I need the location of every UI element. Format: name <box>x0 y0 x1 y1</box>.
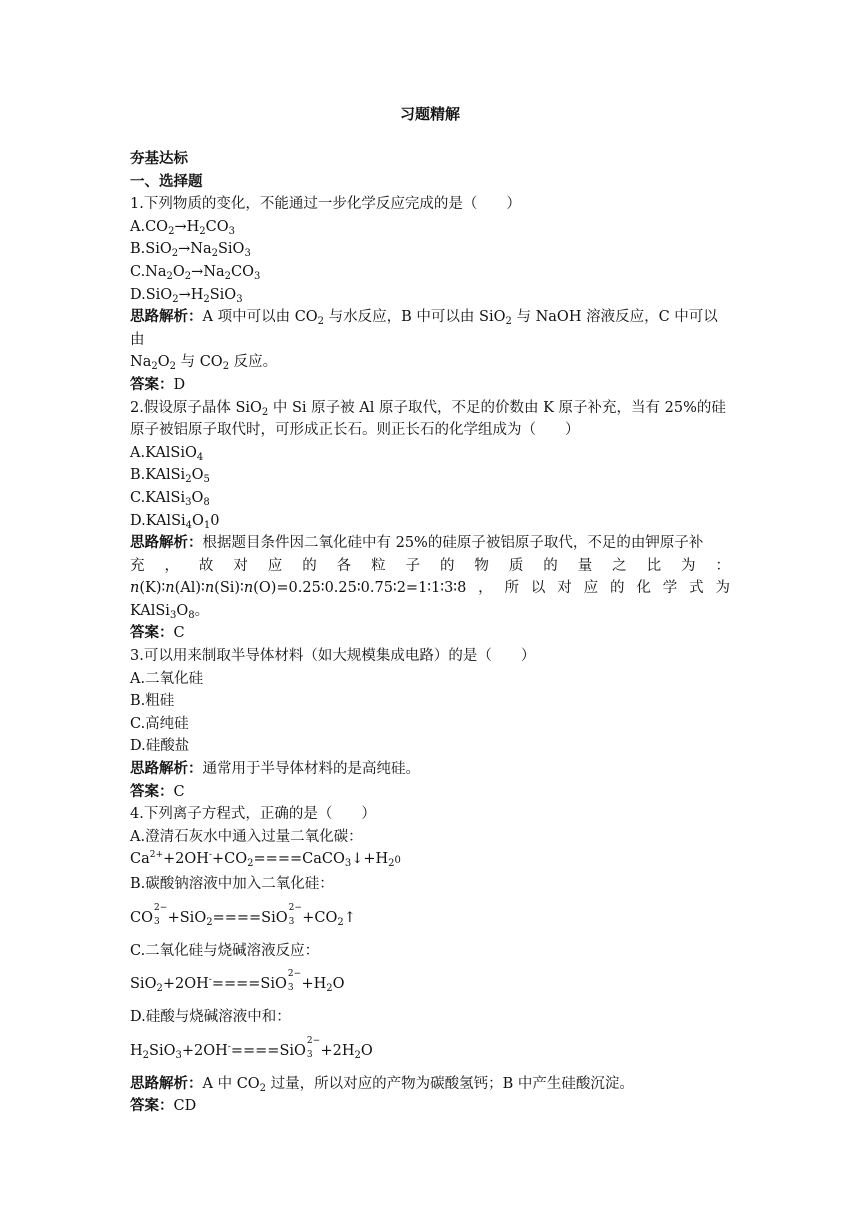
text-fragment: 2 <box>224 270 232 282</box>
q2-answer <box>130 622 730 645</box>
q4-analysis <box>130 1073 730 1096</box>
text-fragment: 。 <box>194 602 210 619</box>
text-fragment: 8 <box>188 609 195 621</box>
text-fragment: (Al)∶ <box>174 580 205 597</box>
text-fragment: O <box>157 354 170 371</box>
text-fragment: →Na <box>178 241 212 258</box>
text-fragment: 3 <box>169 609 177 621</box>
text-fragment: 2 <box>199 225 206 237</box>
q1-option-a <box>130 216 730 239</box>
q1-option-b <box>130 238 730 261</box>
text-fragment: 2− <box>288 902 302 913</box>
text-fragment: D <box>173 376 186 393</box>
text-fragment: O <box>192 512 204 529</box>
text-fragment: 过量，所以对应的产物为碳酸氢钙；B 中产生硅酸沉淀。 <box>266 1075 634 1092</box>
text-fragment: (O)=0.25∶0.25∶0.75∶2=1∶1∶3∶8，所以对应的化学式为 <box>253 580 730 597</box>
text-fragment: A 中 CO <box>202 1075 260 1092</box>
text-fragment: 2 <box>206 916 213 928</box>
text-fragment: 3 <box>288 916 295 927</box>
text-fragment: KAlSi <box>130 602 170 619</box>
text-fragment: ====SiO <box>230 1042 306 1059</box>
text-fragment: 2 <box>354 1049 361 1061</box>
text-fragment: 2 <box>142 1049 150 1061</box>
text-fragment: A.KAlSiO <box>130 444 197 461</box>
q1-answer <box>130 374 730 397</box>
text-fragment: CD <box>173 1098 197 1115</box>
text-fragment: C.Na <box>130 263 167 280</box>
text-fragment: 3 <box>185 496 192 508</box>
text-fragment: →H <box>178 286 204 303</box>
text-fragment: 2 <box>247 858 254 870</box>
text-fragment: 答案： <box>130 1097 174 1115</box>
q4-option-a-equation <box>130 848 730 873</box>
text-fragment: 0 <box>210 512 220 529</box>
text-fragment: A 项中可以由 CO <box>202 309 318 326</box>
text-fragment: O <box>332 976 345 993</box>
text-fragment: +2OH <box>163 851 209 868</box>
q2-analysis-line1 <box>130 532 730 555</box>
text-fragment: 2 <box>166 270 173 282</box>
text-fragment: 思路解析： <box>130 760 203 778</box>
text-fragment: 通常用于半导体材料的是高纯硅。 <box>202 761 420 778</box>
q2-stem <box>130 397 730 442</box>
q2-option-b <box>130 464 730 487</box>
text-fragment: 反应。 <box>229 354 278 371</box>
text-fragment: n <box>243 580 254 597</box>
text-fragment: 原子被铝原子取代时，可形成正长石。则正长石的化学组成为（ ） <box>130 422 580 439</box>
text-fragment: 2 <box>151 361 158 373</box>
text-fragment: 3 <box>236 293 243 305</box>
text-fragment: D.SiO <box>130 286 173 303</box>
q3-stem: 3.可以用来制取半导体材料（如大规模集成电路）的是（ ） <box>130 648 536 665</box>
q2-option-a <box>130 442 730 465</box>
text-fragment: n <box>204 580 215 597</box>
text-fragment: 答案： <box>130 782 174 800</box>
text-fragment: O <box>176 602 189 619</box>
text-fragment: SiO <box>130 976 157 993</box>
text-fragment: →Na <box>191 263 225 280</box>
text-fragment: 8 <box>203 496 210 508</box>
text-fragment: 2 <box>317 316 325 328</box>
q1-analysis <box>130 306 730 374</box>
text-fragment: CO <box>231 263 255 280</box>
text-fragment: SiO <box>209 286 237 303</box>
text-fragment: 2+ <box>149 850 164 861</box>
text-fragment: O <box>191 467 204 484</box>
text-fragment: 3 <box>244 248 251 260</box>
text-fragment: 2 <box>172 293 179 305</box>
text-fragment: 答案： <box>130 624 174 642</box>
text-fragment: SiO <box>217 241 245 258</box>
q1-option-d <box>130 284 730 307</box>
q1-stem: 1.下列物质的变化，不能通过一步化学反应完成的是（ ） <box>130 196 521 213</box>
text-fragment: B.SiO <box>130 241 172 258</box>
text-fragment: 1 <box>203 519 211 531</box>
text-fragment: - <box>208 975 212 986</box>
text-fragment: 2− <box>153 902 168 913</box>
text-fragment: 思路解析： <box>130 1074 203 1092</box>
text-fragment: 与水反应，B 中可以由 SiO <box>324 309 506 326</box>
q3-analysis <box>130 758 730 781</box>
text-fragment: SiO <box>149 1042 176 1059</box>
text-fragment: H <box>130 1042 143 1059</box>
q3-option-d: D.硅酸盐 <box>130 738 190 755</box>
text-fragment: (K)∶ <box>139 580 166 597</box>
text-fragment: +H <box>296 976 327 993</box>
text-fragment: 答案： <box>130 375 174 393</box>
q4-option-b-label: B.碳酸钠溶液中加入二氧化硅： <box>130 876 334 892</box>
text-fragment: 4 <box>185 519 193 531</box>
text-fragment: 3 <box>254 270 261 282</box>
text-fragment: 2 <box>388 858 395 870</box>
text-fragment: A.CO <box>130 218 169 235</box>
text-fragment: 5 <box>203 474 210 486</box>
q4-option-d-label: D.硅酸与烧碱溶液中和： <box>130 1009 291 1026</box>
q4-option-b-equation <box>130 902 730 929</box>
q2-option-d <box>130 510 730 533</box>
text-fragment: 2 <box>185 474 192 486</box>
q3-option-a: A.二氧化硅 <box>130 670 204 687</box>
text-fragment: →H <box>174 218 200 235</box>
q4-stem: 4.下列离子方程式，正确的是（ ） <box>130 806 376 823</box>
q3-answer <box>130 781 730 804</box>
q4-option-d-equation <box>130 1035 730 1062</box>
text-fragment: 思路解析： <box>130 308 203 326</box>
text-fragment: C <box>173 625 185 642</box>
section-heading: 夯基达标 <box>130 150 188 167</box>
text-fragment: 2 <box>337 916 344 928</box>
text-fragment <box>306 1035 321 1060</box>
text-fragment: 2− <box>306 1035 321 1046</box>
text-fragment: 2− <box>287 969 302 980</box>
text-fragment: +2H <box>315 1042 355 1059</box>
text-fragment: 与 CO <box>175 354 223 371</box>
text-fragment: CO <box>130 909 153 926</box>
text-fragment: n <box>165 580 175 597</box>
text-fragment: 3 <box>153 916 160 927</box>
text-fragment: 3 <box>175 1049 182 1061</box>
text-fragment: 2 <box>156 983 163 995</box>
text-fragment: (Si)∶ <box>214 580 244 597</box>
text-fragment: 2 <box>505 316 512 328</box>
text-fragment: ====CaCO <box>253 851 345 868</box>
text-fragment <box>287 969 302 994</box>
q4-option-c-label: C.二氧化硅与烧碱溶液反应： <box>130 942 320 959</box>
text-fragment: Na <box>130 354 152 371</box>
text-fragment: 3 <box>228 225 235 237</box>
text-fragment: +CO <box>297 909 338 926</box>
text-fragment: CO <box>205 218 229 235</box>
text-fragment: O <box>191 489 204 506</box>
text-fragment: +CO <box>212 851 248 868</box>
text-fragment: C <box>173 783 185 800</box>
text-fragment: 2 <box>326 983 333 995</box>
text-fragment: 4 <box>196 451 204 463</box>
text-fragment: 2 <box>168 225 175 237</box>
q4-option-c-equation <box>130 969 730 995</box>
q2-analysis-line2: 充，故对应的各粒子的物质的量之比为： <box>130 557 730 574</box>
text-fragment: ↓+H <box>351 851 389 868</box>
text-fragment: D.KAlSi <box>130 512 186 529</box>
text-fragment: ↑ <box>343 909 356 926</box>
q2-analysis-line3 <box>130 577 730 600</box>
q3-option-b: B.粗硅 <box>130 693 175 710</box>
text-fragment: +2OH <box>181 1042 228 1059</box>
part-heading: 一、选择题 <box>130 172 203 190</box>
text-fragment: +2OH <box>162 976 209 993</box>
q4-answer <box>130 1095 730 1118</box>
text-fragment: 2 <box>184 270 192 282</box>
text-fragment: O <box>360 1042 373 1059</box>
text-fragment: Ca <box>130 851 150 868</box>
text-fragment: 3 <box>287 983 294 994</box>
text-fragment: +SiO <box>162 909 207 926</box>
text-fragment: - <box>208 850 212 861</box>
text-fragment: O <box>172 263 185 280</box>
text-fragment: n <box>130 580 140 597</box>
q2-analysis-line4 <box>130 600 730 623</box>
text-fragment: 与 NaOH 溶液反应，C 中可以由 <box>130 309 718 348</box>
text-fragment: 根据题目条件因二氧化硅中有 25%的硅原子被铝原子取代，不足的由钾原子补 <box>202 535 704 552</box>
text-fragment: 2 <box>211 248 218 260</box>
text-fragment: 3 <box>344 858 352 870</box>
text-fragment: 2 <box>261 406 269 418</box>
q2-option-c <box>130 487 730 510</box>
text-fragment: 2 <box>203 293 210 305</box>
text-fragment: ====SiO <box>212 909 288 926</box>
text-fragment: - <box>227 1041 231 1052</box>
text-fragment: 2 <box>169 361 176 373</box>
text-fragment: 中 Si 原子被 Al 原子取代，不足的价数由 K 原子补充，当有 25%的硅 <box>268 399 726 416</box>
q1-option-c <box>130 261 730 284</box>
text-fragment: 2 <box>222 361 230 373</box>
q3-option-c: C.高纯硅 <box>130 715 189 732</box>
text-fragment: 3 <box>306 1049 313 1060</box>
document-body <box>130 148 730 1118</box>
text-fragment: ====SiO <box>211 976 287 993</box>
text-fragment: C.KAlSi <box>130 489 186 506</box>
text-fragment: B.KAlSi <box>130 467 186 484</box>
text-fragment: 2 <box>259 1082 267 1094</box>
text-fragment <box>153 902 168 927</box>
text-fragment: 思路解析： <box>130 534 203 552</box>
text-fragment: 2.假设原子晶体 SiO <box>130 399 262 416</box>
page-title: 习题精解 <box>399 105 460 123</box>
text-fragment <box>288 902 302 927</box>
text-fragment: 2 <box>171 248 179 260</box>
q4-option-a-label: A.澄清石灰水中通入过量二氧化碳： <box>130 828 363 845</box>
text-fragment: 0 <box>394 855 401 867</box>
